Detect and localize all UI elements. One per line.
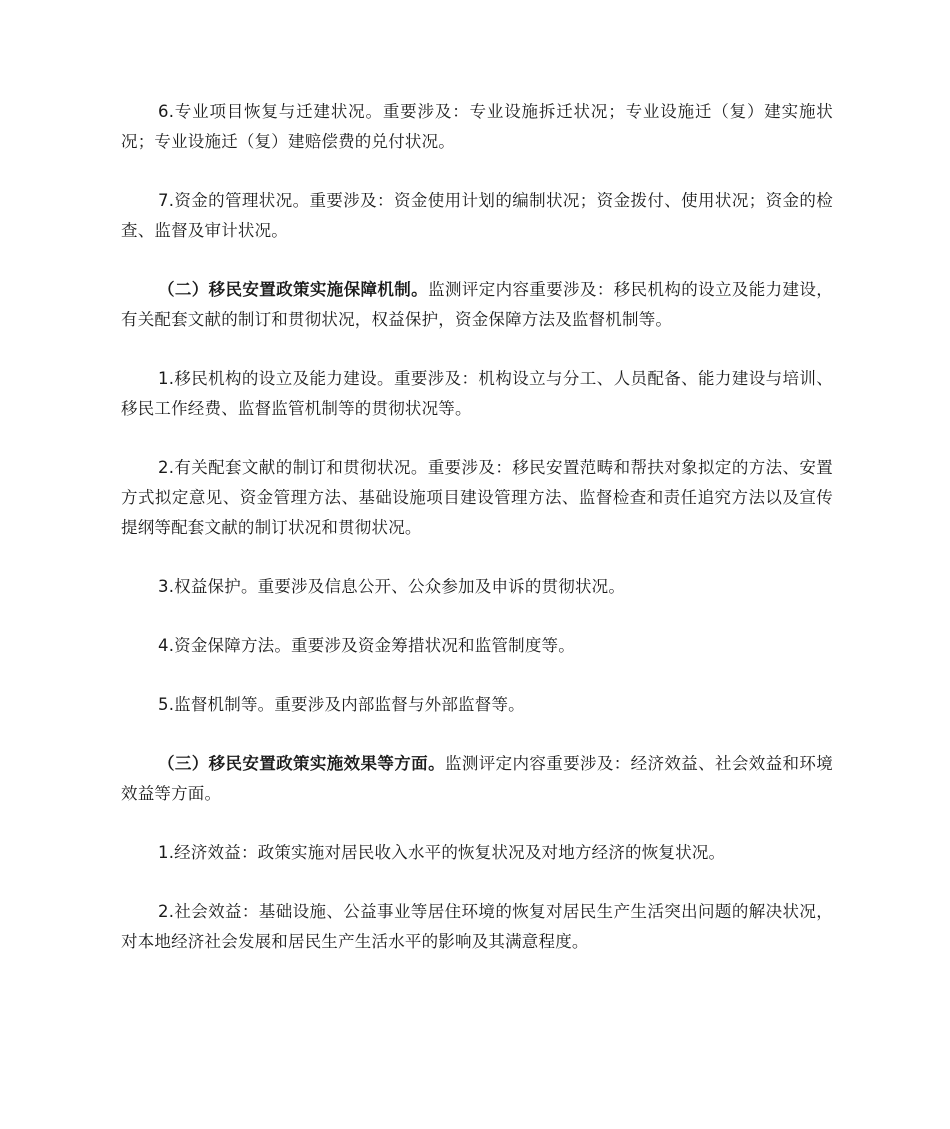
paragraph-item-5 [121, 690, 833, 720]
paragraph-item-2-social [121, 897, 833, 957]
paragraph-text: 监测评定内容重要涉及：移民机构的设立及能力建设，有关配套文献的制订和贯彻状况，权益保护，资金保障方法及监督机制等。 [121, 280, 833, 329]
paragraph-text: 6.专业项目恢复与迁建状况。重要涉及：专业设施拆迁状况；专业设施迁（复）建实施状况；专业设施迁（复）建赔偿费的兑付状况。 [121, 102, 833, 151]
document-body [121, 97, 833, 986]
paragraph-text: 5.监督机制等。重要涉及内部监督与外部监督等。 [158, 695, 525, 714]
paragraph-text: 1.移民机构的设立及能力建设。重要涉及：机构设立与分工、人员配备、能力建设与培训、移民工作经费、监督监管机制等的贯彻状况等。 [121, 369, 833, 418]
paragraph-item-1-economic [121, 838, 833, 868]
paragraph-item-2 [121, 453, 833, 543]
paragraph-text: 4.资金保障方法。重要涉及资金筹措状况和监管制度等。 [158, 636, 575, 655]
paragraph-item-6 [121, 97, 833, 157]
paragraph-text: 3.权益保护。重要涉及信息公开、公众参加及申诉的贯彻状况。 [158, 577, 626, 596]
section-heading-paragraph-3 [121, 749, 833, 809]
paragraph-item-7 [121, 186, 833, 246]
paragraph-text: 1.经济效益：政策实施对居民收入水平的恢复状况及对地方经济的恢复状况。 [158, 843, 726, 862]
paragraph-item-4 [121, 631, 833, 661]
paragraph-text: 监测评定内容重要涉及：经济效益、社会效益和环境效益等方面。 [121, 754, 833, 803]
section-heading: （三）移民安置政策实施效果等方面。 [158, 754, 445, 773]
paragraph-text: 2.有关配套文献的制订和贯彻状况。重要涉及：移民安置范畴和帮扶对象拟定的方法、安置方式拟定意见、资金管理方法、基础设施项目建设管理方法、监督检查和责任追究方法以及宣传提纲等配套文献的制订状况和贯彻状况。 [121, 458, 833, 537]
paragraph-text: 7.资金的管理状况。重要涉及：资金使用计划的编制状况；资金拨付、使用状况；资金的检查、监督及审计状况。 [121, 191, 833, 240]
paragraph-text: 2.社会效益：基础设施、公益事业等居住环境的恢复对居民生产生活突出问题的解决状况，对本地经济社会发展和居民生产生活水平的影响及其满意程度。 [121, 902, 833, 951]
section-heading: （二）移民安置政策实施保障机制。 [158, 280, 429, 299]
paragraph-item-1 [121, 364, 833, 424]
paragraph-item-3 [121, 572, 833, 602]
section-heading-paragraph-2 [121, 275, 833, 335]
